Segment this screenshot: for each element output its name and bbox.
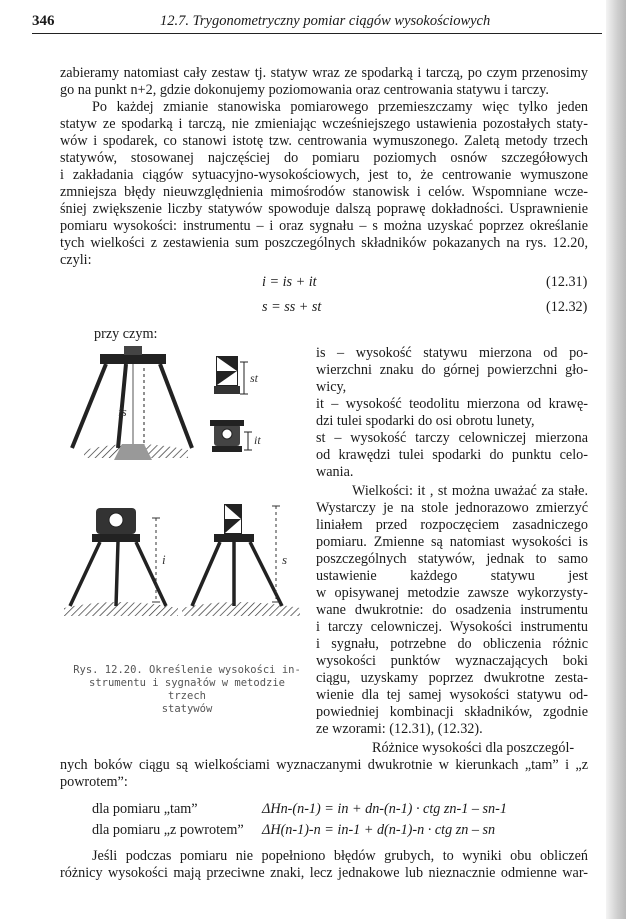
figure-12-20 (64, 340, 308, 627)
text-line: wysokości punktów wyznaczających boki (316, 653, 588, 669)
caption-line: Rys. 12.20. Określenie wysokości in- (73, 664, 301, 676)
text-line: go na punkt n+2, gdzie dokonujemy poziomowania oraz centrowania statywu i tarczy. (60, 82, 549, 98)
text-line: powrotem”: (60, 774, 128, 790)
label-s: s (282, 552, 288, 567)
text-line: w opisywanej metodzie zawsze wykorzysty- (316, 585, 588, 601)
formula-powrot-label: dla pomiaru „z powrotem” (92, 822, 244, 838)
text-line: czyli: (60, 252, 92, 268)
formula-tam-label: dla pomiaru „tam” (92, 801, 198, 817)
text-line: śniej zwiększenie liczby statywów spowoduje dalszą poprawę dokładności. Usprawnienie (60, 201, 588, 217)
text-line: ustawienie każdego statywu jest (316, 568, 588, 584)
formula-powrot: ΔH(n-1)-n = in-1 + d(n-1)-n · ctg zn – sn (262, 822, 496, 838)
tripod-diagram (64, 340, 308, 622)
figure-caption (68, 664, 306, 716)
theodolite-icon (210, 420, 252, 452)
text-line: wania. (316, 464, 354, 480)
text-line: i sygnału, potrzebne do obliczenia różnic (316, 636, 588, 652)
text-line: Różnice wysokości dla poszczegól- (372, 740, 575, 756)
formula-tam: ΔHn-(n-1) = in + dn-(n-1) · ctg zn-1 – sn-1 (262, 801, 507, 817)
page-edge-shadow (606, 0, 626, 919)
text-line: zmniejsza błędy nieuwzględnienia mimośrodów stanowisk i celów. Wspomniane wcze- (60, 184, 588, 200)
text-line: dzi tulei spodarki do osi obrotu lunety, (316, 413, 535, 429)
text-line: it – wysokość teodolitu mierzona od krawę- (316, 396, 588, 412)
text-line: zabieramy natomiast cały zestaw tj. statyw wraz ze spodarką i tarczą, po czym przenosimy (60, 65, 588, 81)
text-line: i zakładania ciągów sytuacyjno-wysokościowych, jest to, że centrowanie wymuszone (60, 167, 588, 183)
text-line: statyw ze spodarką i tarczą, nie zmieniając wcześniejszego ustawienia pozostałych staty- (60, 116, 588, 132)
text-line: st – wysokość tarczy celowniczej mierzona (316, 430, 588, 446)
label-is: is (118, 404, 127, 419)
text-line: Jeśli podczas pomiaru nie popełniono błędów grubych, to wyniki obu obliczeń (92, 848, 588, 864)
text-line: wicy, (316, 379, 347, 395)
running-header (32, 11, 602, 34)
caption-line: statywów (161, 703, 213, 715)
text-line: powiedniej kombinacji składników, zgodnie (316, 704, 588, 720)
text-line: Wystarczy je na stole jednorazowo zmierzyć (316, 500, 588, 516)
label-it: it (254, 433, 261, 447)
text-line: is – wysokość statywu mierzona od po- (316, 345, 588, 361)
tripod-bottom-left-icon (64, 508, 178, 616)
text-line: statywów, stosowanej najczęściej do pomiaru poziomych osnów szczegółowych (60, 150, 588, 166)
text-line: różnicy wysokości mają przeciwne znaki, lecz jednakowe lub nieznacznie odmienne war- (60, 865, 588, 881)
text-line: Po każdej zmianie stanowiska pomiarowego przemieszczamy więc tylko jeden (92, 99, 588, 115)
text-line: wów i spodarek, co stanowi istotę tzw. centrowania wymuszonego. Zaletą metody trzech (60, 133, 588, 149)
chapter-title: 12.7. Trygonometryczny pomiar ciągów wysokościowych (160, 13, 491, 29)
label-st: st (250, 371, 259, 385)
tripod-top-icon (72, 346, 192, 460)
text-line: wane dwukrotnie: do osadzenia instrumentu (316, 602, 588, 618)
text-line: ze wzorami: (12.31), (12.32). (316, 721, 483, 737)
text-line: Wielkości: it , st można uważać za stałe. (352, 483, 588, 499)
text-line: pomiaru. Zmienne są natomiast wysokości is (316, 534, 588, 550)
page-number: 346 (32, 13, 55, 29)
text-line: liniałem przed rozpoczęciem zasadniczego (316, 517, 588, 533)
target-icon (214, 356, 248, 394)
text-line: wienie dla tej samej wysokości statywu od- (316, 687, 588, 703)
text-line: ciągu, uzyskamy poprzez dwukrotne zesta- (316, 670, 588, 686)
label-i: i (162, 552, 166, 567)
text-line: tych wielkości z zestawienia sum poszczególnych składników pokazanych na rys. 12.20, (60, 235, 588, 251)
equation-12-32: s = ss + st (262, 299, 322, 315)
equation-number: (12.32) (546, 299, 588, 315)
text-line: nych boków ciągu są wielkościami wyznaczanymi dwukrotnie w kierunkach „tam” i „z (60, 757, 588, 773)
przy-czym-label: przy czym: (94, 326, 158, 342)
text-line: od krawędzi tulei spodarki do punktu celo- (316, 447, 588, 463)
text-line: i tarczy celowniczej. Wysokości instrumentu (316, 619, 588, 635)
caption-line: strumentu i sygnałów w metodzie trzech (89, 677, 285, 702)
text-line: pomiaru wysokości: instrumentu – i oraz sygnału – s można uzyskać poprzez określanie (60, 218, 588, 234)
equation-12-31: i = is + it (262, 274, 317, 290)
text-line: wierzchni znaku do górnej powierzchni gło- (316, 362, 588, 378)
equation-number: (12.31) (546, 274, 588, 290)
text-line: poszczególnych statywów, jednak to samo (316, 551, 588, 567)
